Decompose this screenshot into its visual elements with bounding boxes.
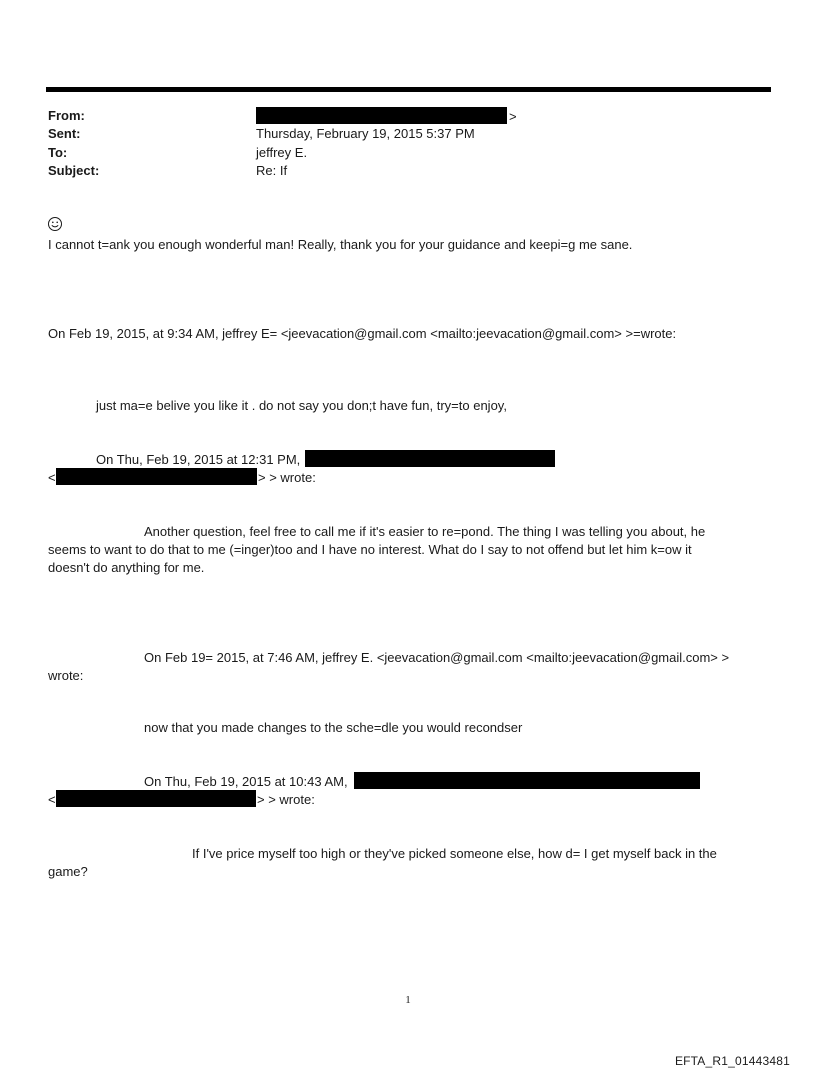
redacted-from-address	[256, 107, 507, 124]
from-label: From:	[48, 108, 85, 123]
to-label: To:	[48, 145, 68, 160]
redacted-name-2	[305, 450, 555, 467]
reply-line-1: just ma=e belive you like it . do not say you don;t have fun, try=to enjoy,	[96, 398, 507, 413]
quote-header-2: On Thu, Feb 19, 2015 at 12:31 PM,	[96, 452, 301, 467]
smiley-icon	[47, 216, 63, 232]
sent-label: Sent:	[48, 126, 81, 141]
redacted-email-4	[56, 790, 256, 807]
paragraph-2-line-2: seems to want to do that to me (=inger)too and I have no interest. What do I say to not offend but let him k=ow it	[48, 542, 692, 557]
from-suffix: >	[509, 109, 517, 124]
redacted-email-2	[56, 468, 257, 485]
quote-header-3-line-1: On Feb 19= 2015, at 7:46 AM, jeffrey E. <jeevacation@gmail.com <mailto:jeevacation@gmail.com> >	[144, 650, 730, 665]
paragraph-4-line-2: game?	[48, 864, 88, 879]
to-value: jeffrey E.	[256, 145, 308, 160]
redacted-name-4	[354, 772, 700, 789]
reply-line-3: now that you made changes to the sche=dle you would recondser	[144, 720, 523, 735]
subject-value: Re: If	[256, 163, 288, 178]
quote-header-2-lt: <	[48, 470, 56, 485]
paragraph-4-line-1: If I've price myself too high or they've picked someone else, how d= I get myself back in the	[192, 846, 717, 861]
bates-number: EFTA_R1_01443481	[674, 1054, 790, 1068]
paragraph-2-line-3: doesn't do anything for me.	[48, 560, 205, 575]
quote-header-4-suffix: > > wrote:	[257, 792, 315, 807]
paragraph-2-line-1: Another question, feel free to call me if it's easier to re=pond. The thing I was telling you about, he	[144, 524, 706, 539]
quote-header-4-lt: <	[48, 792, 56, 807]
header-rule	[46, 87, 771, 92]
quote-header-3-line-2: wrote:	[48, 668, 84, 683]
subject-label: Subject:	[48, 163, 100, 178]
quote-header-2-suffix: > > wrote:	[258, 470, 316, 485]
quote-header-1: On Feb 19, 2015, at 9:34 AM, jeffrey E= <jeevacation@gmail.com <mailto:jeevacation@gmail.com> >=wrote:	[48, 326, 677, 341]
page-number: 1	[405, 994, 411, 1006]
quote-header-4: On Thu, Feb 19, 2015 at 10:43 AM,	[144, 774, 348, 789]
sent-value: Thursday, February 19, 2015 5:37 PM	[256, 126, 475, 141]
message-line-1: I cannot t=ank you enough wonderful man! Really, thank you for your guidance and keepi=g me sane.	[48, 237, 633, 252]
